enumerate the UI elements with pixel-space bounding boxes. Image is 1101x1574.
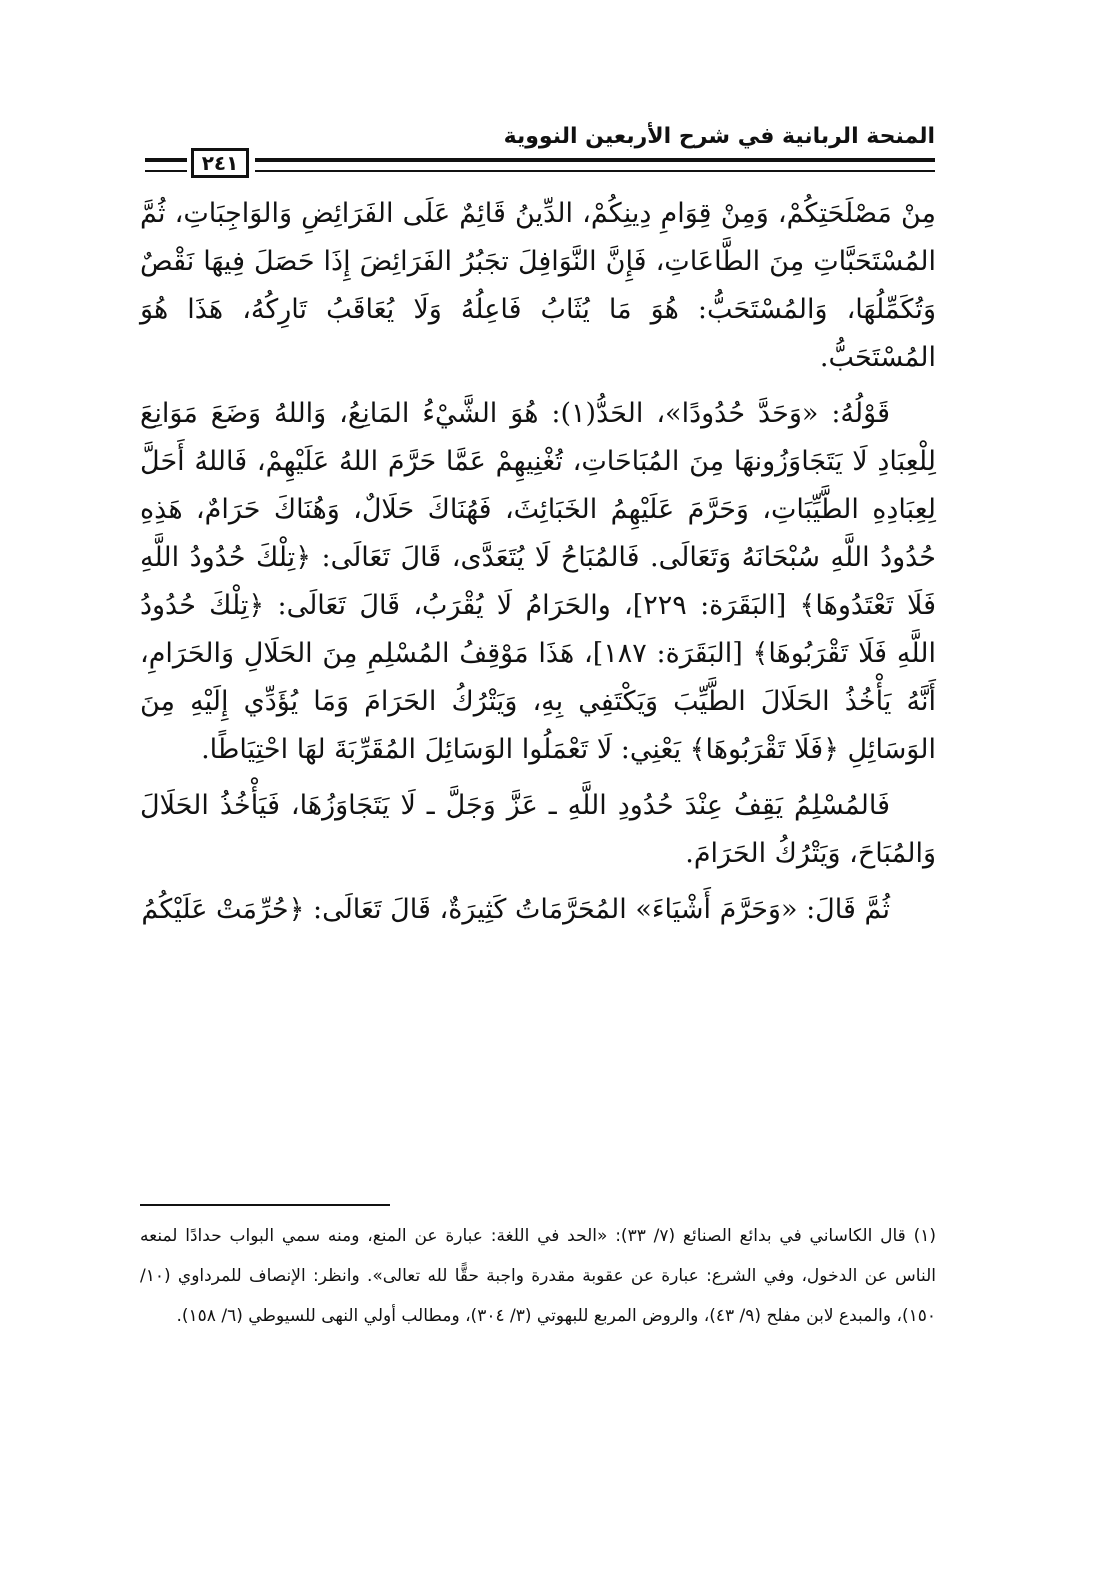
footnote-separator xyxy=(140,1204,390,1206)
header-rule-left xyxy=(145,158,187,172)
paragraph-2: قَوْلُهُ: «وَحَدَّ حُدُودًا»، الحَدُّ(١): هُوَ الشَّيْءُ المَانِعُ، وَاللهُ وَضَعَ مَوَانِعَ لِلْعِبَادِ لَا يَتَجَاوَزُونهَا مِنَ المُبَاحَاتِ، تُغْنِيهِمْ عَمَّا حَرَّمَ اللهُ عَلَيْهِمْ، فَاللهُ أَحَلَّ لِعِبَادِهِ الطَّيِّبَاتِ، وَحَرَّمَ عَلَيْهِمُ الخَبَائِثَ، فَهُنَاكَ حَلَالٌ، وَهُنَاكَ حَرَامٌ، هَذِهِ حُدُودُ اللَّهِ سُبْحَانَهُ وَتَعَالَى. فَالمُبَاحُ لَا يُتَعَدَّى، قَالَ تَعَالَى: ﴿تِلْكَ حُدُودُ اللَّهِ فَلَا تَعْتَدُوهَا﴾ [البَقَرَة: ٢٢٩]، والحَرَامُ لَا يُقْرَبُ، قَالَ تَعَالَى: ﴿تِلْكَ حُدُودُ اللَّهِ فَلَا تَقْرَبُوهَا﴾ [البَقَرَة: ١٨٧]، هَذَا مَوْقِفُ المُسْلِمِ مِنَ الحَلَالِ وَالحَرَامِ، أَنَّهُ يَأْخُذُ الحَلَالَ الطَّيِّبَ وَيَكْتَفِي بِهِ، وَيَتْرُكُ الحَرَامَ وَمَا يُؤَدِّي إِلَيْهِ مِنَ الوَسَائِلِ ﴿فَلَا تَقْرَبُوهَا﴾ يَعْنِي: لَا تَعْمَلُوا الوَسَائِلَ المُقَرِّبَةَ لهَا احْتِيَاطًا. xyxy=(140,398,937,765)
paragraph-3: فَالمُسْلِمُ يَقِفُ عِنْدَ حُدُودِ اللَّهِ ـ عَزَّ وَجَلَّ ـ لَا يَتَجَاوَزُهَا، فَيَأْخُذُ الحَلَالَ وَالمُبَاحَ، وَيَتْرُكُ الحَرَامَ. xyxy=(140,790,936,869)
paragraph-1: مِنْ مَصْلَحَتِكُمْ، وَمِنْ قِوَامِ دِينِكُمْ، الدِّينُ قَائِمٌ عَلَى الفَرَائِضِ وَالوَاجِبَاتِ، ثُمَّ المُسْتَحَبَّاتِ مِنَ الطَّاعَاتِ، فَإِنَّ النَّوَافِلَ تجَبُرُ الفَرَائِضَ إِذَا حَصَلَ فِيهَا نَقْصٌ وَتُكَمِّلُهَا، وَالمُسْتَحَبُّ: هُوَ مَا يُثَابُ فَاعِلُهُ وَلَا يُعَاقَبُ تَارِكُهُ، هَذَا هُوَ المُسْتَحَبُّ. xyxy=(140,198,936,373)
main-text xyxy=(140,190,936,942)
header-rule-right xyxy=(255,158,935,172)
footnote-1: (١) قال الكاساني في بدائع الصنائع (٧/ ٣٣): «الحد في اللغة: عبارة عن المنع، ومنه سمي البواب حدادًا لمنعه الناس عن الدخول، وفي الشرع: عبارة عن عقوبة مقدرة واجبة حقًّا لله تعالى». وانظر: الإنصاف للمرداوي (١٠/ ١٥٠)، والمبدع لابن مفلح (٩/ ٤٣)، والروض المربع للبهوتي (٣/ ٣٠٤)، ومطالب أولي النهى للسيوطي (٦/ ١٥٨). xyxy=(140,1226,936,1326)
page-number: ٢٤١ xyxy=(191,148,249,178)
book-title: المنحة الربانية في شرح الأربعين النووية xyxy=(503,124,935,149)
page-header xyxy=(145,112,935,182)
paragraph-4: ثُمَّ قَالَ: «وَحَرَّمَ أَشْيَاءَ» المُحَرَّمَاتُ كَثِيرَةٌ، قَالَ تَعَالَى: ﴿حُرِّمَتْ عَلَيْكُمُ xyxy=(141,894,890,925)
